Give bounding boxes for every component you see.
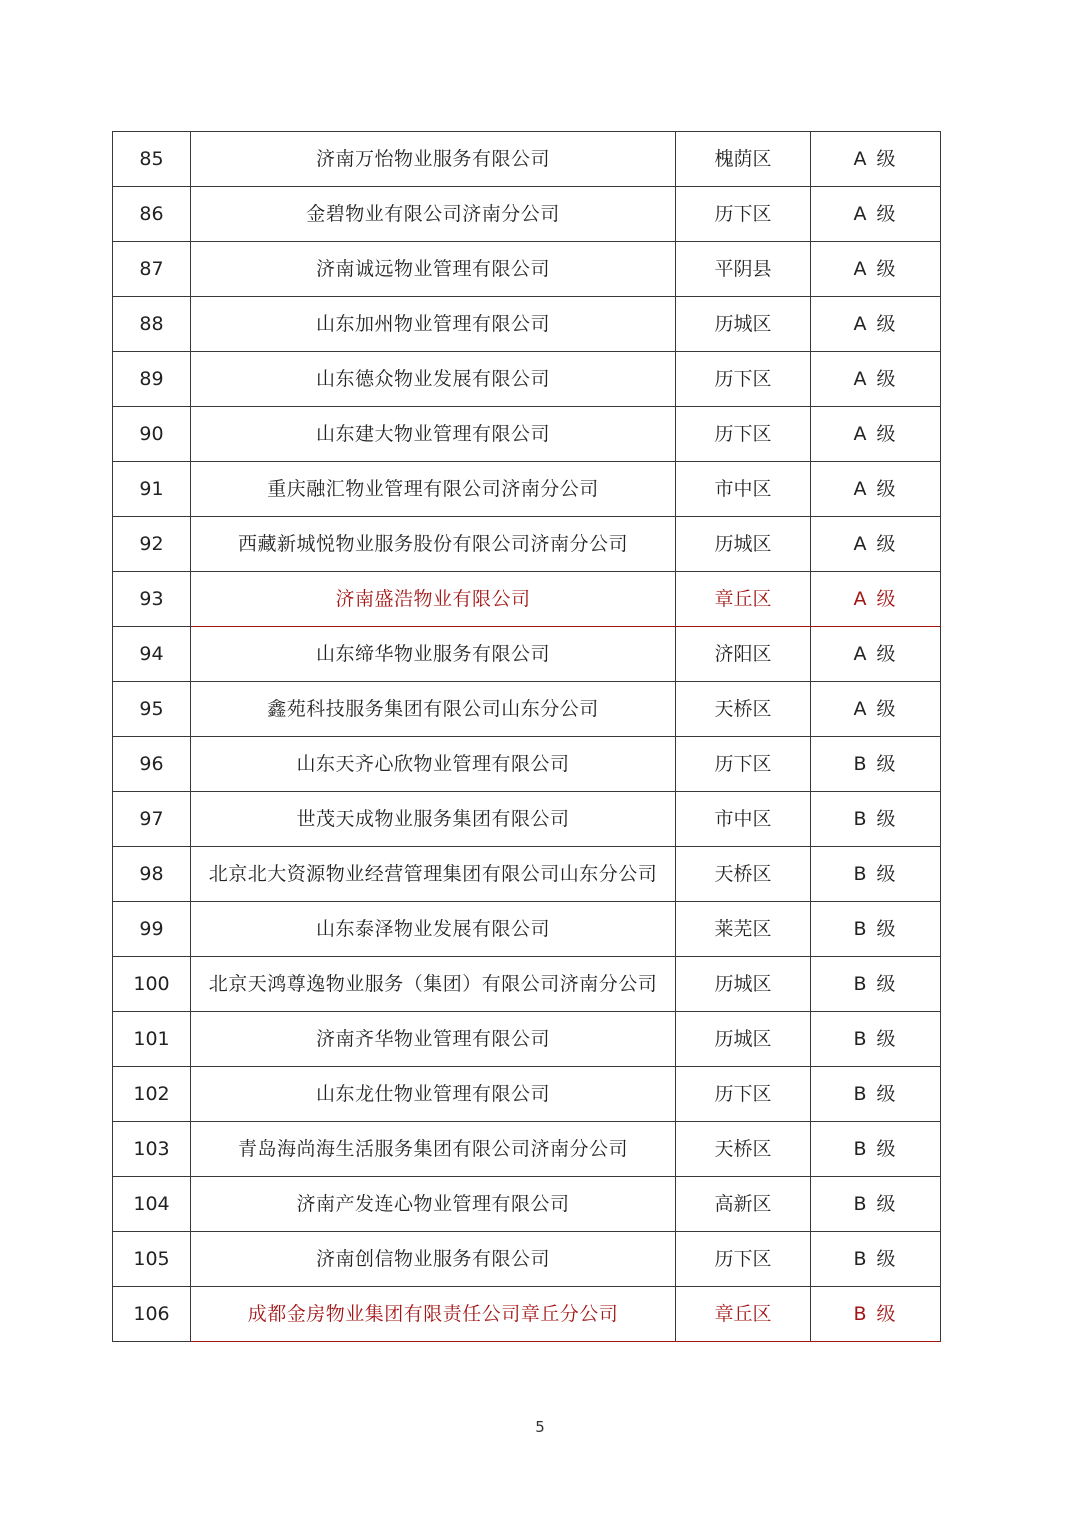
row-number-cell: 98 — [113, 847, 191, 902]
company-name-cell: 世茂天成物业服务集团有限公司 — [191, 792, 676, 847]
rating-grade-cell: B 级 — [811, 847, 941, 902]
rating-grade-cell: A 级 — [811, 462, 941, 517]
rating-grade-cell: A 级 — [811, 407, 941, 462]
district-cell: 槐荫区 — [676, 132, 811, 187]
rating-grade-cell: A 级 — [811, 682, 941, 737]
row-number-cell: 105 — [113, 1232, 191, 1287]
table-row — [113, 737, 941, 792]
rating-grade-cell: A 级 — [811, 627, 941, 682]
row-number-cell: 93 — [113, 572, 191, 627]
table-row — [113, 1287, 941, 1342]
rating-grade-cell: B 级 — [811, 957, 941, 1012]
rating-grade-cell: B 级 — [811, 1122, 941, 1177]
table-row — [113, 792, 941, 847]
table-row — [113, 242, 941, 297]
rating-grade-cell: B 级 — [811, 737, 941, 792]
table-row — [113, 187, 941, 242]
table-row — [113, 847, 941, 902]
row-number-cell: 101 — [113, 1012, 191, 1067]
district-cell: 历下区 — [676, 407, 811, 462]
company-name-cell: 山东缔华物业服务有限公司 — [191, 627, 676, 682]
company-name-cell: 重庆融汇物业管理有限公司济南分公司 — [191, 462, 676, 517]
page-number: 5 — [535, 1418, 545, 1436]
table-row — [113, 627, 941, 682]
row-number-cell: 87 — [113, 242, 191, 297]
row-number-cell: 97 — [113, 792, 191, 847]
district-cell: 历城区 — [676, 957, 811, 1012]
table-body — [113, 132, 941, 1342]
rating-grade-cell: A 级 — [811, 517, 941, 572]
company-name-cell: 成都金房物业集团有限责任公司章丘分公司 — [191, 1287, 676, 1342]
table-row — [113, 352, 941, 407]
company-name-cell: 山东泰泽物业发展有限公司 — [191, 902, 676, 957]
company-name-cell: 山东天齐心欣物业管理有限公司 — [191, 737, 676, 792]
district-cell: 历城区 — [676, 297, 811, 352]
company-name-cell: 北京北大资源物业经营管理集团有限公司山东分公司 — [191, 847, 676, 902]
rating-grade-cell: A 级 — [811, 352, 941, 407]
table-row — [113, 132, 941, 187]
company-name-cell: 北京天鸿尊逸物业服务（集团）有限公司济南分公司 — [191, 957, 676, 1012]
district-cell: 市中区 — [676, 792, 811, 847]
row-number-cell: 89 — [113, 352, 191, 407]
district-cell: 平阴县 — [676, 242, 811, 297]
rating-grade-cell: B 级 — [811, 1177, 941, 1232]
property-company-rating-table — [112, 131, 941, 1342]
company-name-cell: 济南万怡物业服务有限公司 — [191, 132, 676, 187]
rating-grade-cell: A 级 — [811, 187, 941, 242]
rating-grade-cell: A 级 — [811, 132, 941, 187]
company-name-cell: 青岛海尚海生活服务集团有限公司济南分公司 — [191, 1122, 676, 1177]
table-row — [113, 297, 941, 352]
district-cell: 历城区 — [676, 1012, 811, 1067]
rating-grade-cell: B 级 — [811, 1067, 941, 1122]
rating-grade-cell: B 级 — [811, 1232, 941, 1287]
table-row — [113, 1122, 941, 1177]
row-number-cell: 106 — [113, 1287, 191, 1342]
row-number-cell: 102 — [113, 1067, 191, 1122]
rating-grade-cell: B 级 — [811, 1287, 941, 1342]
company-name-cell: 济南齐华物业管理有限公司 — [191, 1012, 676, 1067]
row-number-cell: 99 — [113, 902, 191, 957]
rating-grade-cell: A 级 — [811, 242, 941, 297]
company-name-cell: 济南诚远物业管理有限公司 — [191, 242, 676, 297]
row-number-cell: 90 — [113, 407, 191, 462]
row-number-cell: 104 — [113, 1177, 191, 1232]
row-number-cell: 88 — [113, 297, 191, 352]
district-cell: 市中区 — [676, 462, 811, 517]
table-row — [113, 1177, 941, 1232]
table-row — [113, 1232, 941, 1287]
row-number-cell: 91 — [113, 462, 191, 517]
rating-grade-cell: A 级 — [811, 572, 941, 627]
company-name-cell: 西藏新城悦物业服务股份有限公司济南分公司 — [191, 517, 676, 572]
company-name-cell: 山东德众物业发展有限公司 — [191, 352, 676, 407]
row-number-cell: 96 — [113, 737, 191, 792]
company-name-cell: 金碧物业有限公司济南分公司 — [191, 187, 676, 242]
district-cell: 天桥区 — [676, 847, 811, 902]
row-number-cell: 95 — [113, 682, 191, 737]
district-cell: 历下区 — [676, 737, 811, 792]
table-row — [113, 682, 941, 737]
district-cell: 天桥区 — [676, 1122, 811, 1177]
company-name-cell: 鑫苑科技服务集团有限公司山东分公司 — [191, 682, 676, 737]
rating-grade-cell: B 级 — [811, 1012, 941, 1067]
district-cell: 章丘区 — [676, 1287, 811, 1342]
district-cell: 章丘区 — [676, 572, 811, 627]
row-number-cell: 100 — [113, 957, 191, 1012]
district-cell: 历下区 — [676, 1067, 811, 1122]
company-name-cell: 山东龙仕物业管理有限公司 — [191, 1067, 676, 1122]
row-number-cell: 92 — [113, 517, 191, 572]
district-cell: 历下区 — [676, 187, 811, 242]
company-name-cell: 山东加州物业管理有限公司 — [191, 297, 676, 352]
district-cell: 济阳区 — [676, 627, 811, 682]
company-name-cell: 济南盛浩物业有限公司 — [191, 572, 676, 627]
rating-grade-cell: B 级 — [811, 792, 941, 847]
row-number-cell: 94 — [113, 627, 191, 682]
table-row — [113, 1067, 941, 1122]
table-row — [113, 572, 941, 627]
district-cell: 莱芜区 — [676, 902, 811, 957]
district-cell: 历下区 — [676, 1232, 811, 1287]
table-row — [113, 1012, 941, 1067]
row-number-cell: 103 — [113, 1122, 191, 1177]
district-cell: 高新区 — [676, 1177, 811, 1232]
row-number-cell: 86 — [113, 187, 191, 242]
company-name-cell: 济南创信物业服务有限公司 — [191, 1232, 676, 1287]
rating-grade-cell: A 级 — [811, 297, 941, 352]
row-number-cell: 85 — [113, 132, 191, 187]
table-row — [113, 902, 941, 957]
table-row — [113, 957, 941, 1012]
district-cell: 天桥区 — [676, 682, 811, 737]
table-row — [113, 517, 941, 572]
table-row — [113, 407, 941, 462]
district-cell: 历下区 — [676, 352, 811, 407]
company-name-cell: 济南产发连心物业管理有限公司 — [191, 1177, 676, 1232]
table-row — [113, 462, 941, 517]
district-cell: 历城区 — [676, 517, 811, 572]
rating-grade-cell: B 级 — [811, 902, 941, 957]
company-name-cell: 山东建大物业管理有限公司 — [191, 407, 676, 462]
